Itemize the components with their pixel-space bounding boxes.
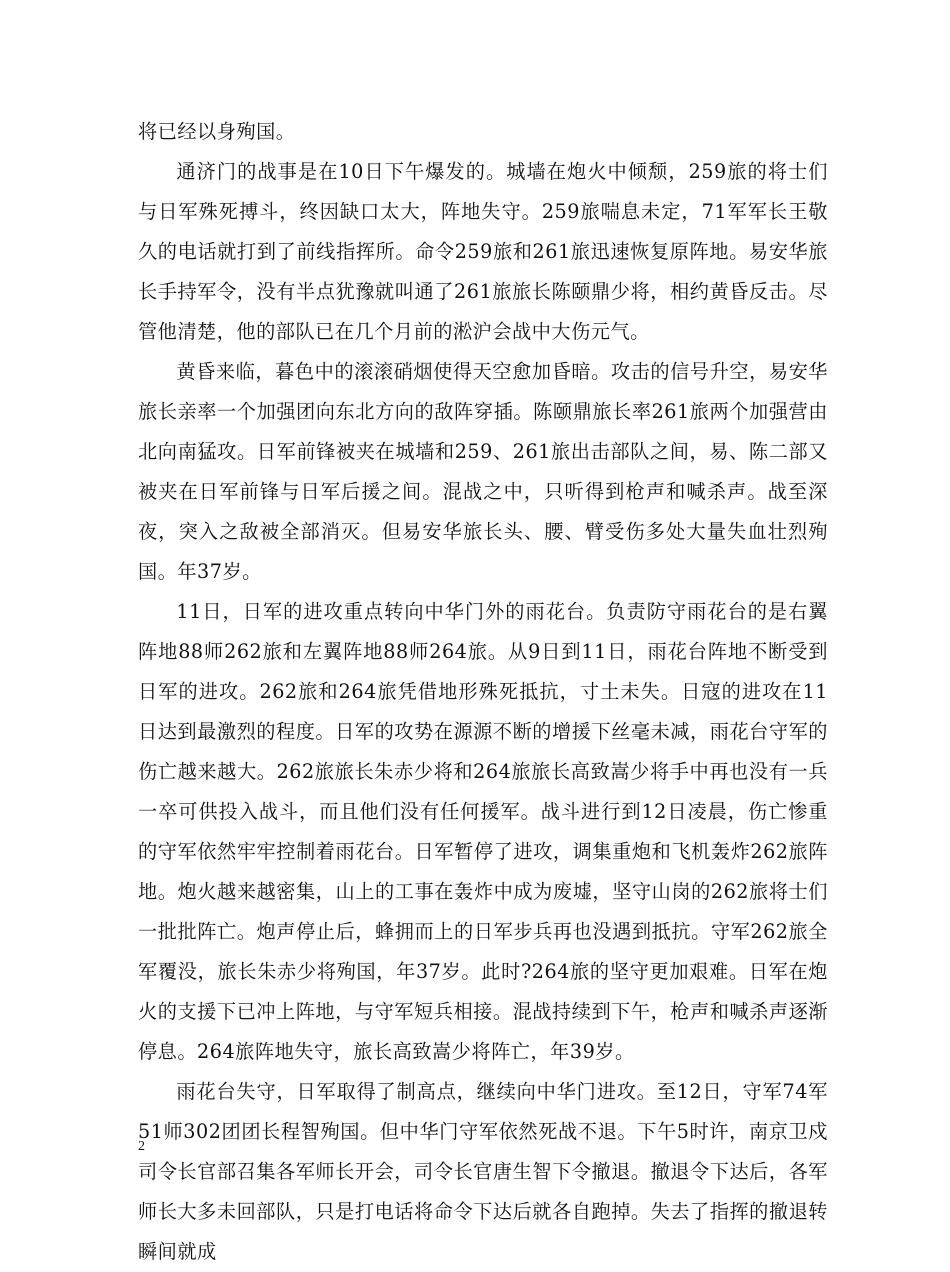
paragraph: 通济门的战事是在10日下午爆发的。城墙在炮火中倾颓，259旅的将士们与日军殊死搏斗，终因缺口太大，阵地失守。259旅喘息未定，71军军长王敬久的电话就打到了前线指挥所。命令259旅和261旅迅速恢复原阵地。易安华旅长手持军令，没有半点犹豫就叫通了261旅旅长陈颐鼎少将，相约黄昏反击。尽管他清楚，他的部队已在几个月前的淞沪会战中大伤元气。 [138,160,828,343]
paragraph: 黄昏来临，暮色中的滚滚硝烟使得天空愈加昏暗。攻击的信号升空，易安华旅长亲率一个加强团向东北方向的敌阵穿插。陈颐鼎旅长率261旅两个加强营由北向南猛攻。日军前锋被夹在城墙和259、261旅出击部队之间，易、陈二部又被夹在日军前锋与日军后援之间。混战之中，只听得到枪声和喊杀声。战至深夜，突入之敌被全部消灭。但易安华旅长头、腰、臂受伤多处大量失血壮烈殉国。年37岁。 [138,360,828,583]
page-number: 2 [138,1139,145,1154]
paragraph: 雨花台失守，日军取得了制高点，继续向中华门进攻。至12日，守军74军51师302团团长程智殉国。但中华门守军依然死战不退。下午5时许，南京卫戍司令长官部召集各军师长开会，司令长官唐生智下令撤退。撤退令下达后，各军师长大多未回部队，只是打电话将命令下达后就各自跑掉。失去了指挥的撤退转瞬间就成 [138,1080,828,1263]
paragraph: 11日，日军的进攻重点转向中华门外的雨花台。负责防守雨花台的是右翼阵地88师262旅和左翼阵地88师264旅。从9日到11日，雨花台阵地不断受到日军的进攻。262旅和264旅凭借地形殊死抵抗，寸土未失。日寇的进攻在11日达到最激烈的程度。日军的攻势在源源不断的增援下丝毫未减，雨花台守军的伤亡越来越大。262旅旅长朱赤少将和264旅旅长高致嵩少将手中再也没有一兵一卒可供投入战斗，而且他们没有任何援军。战斗进行到12日凌晨，伤亡惨重的守军依然牢牢控制着雨花台。日军暂停了进攻，调集重炮和飞机轰炸262旅阵地。炮火越来越密集，山上的工事在轰炸中成为废墟，坚守山岗的262旅将士们一批批阵亡。炮声停止后，蜂拥而上的日军步兵再也没遇到抵抗。守军262旅全军覆没，旅长朱赤少将殉国，年37岁。此时?264旅的坚守更加艰难。日军在炮火的支援下已冲上阵地，与守军短兵相接。混战持续到下午，枪声和喊杀声逐渐停息。264旅阵地失守，旅长高致嵩少将阵亡，年39岁。 [138,600,828,1063]
body-text [138,112,828,1272]
paragraph: 将已经以身殉国。 [138,120,296,143]
